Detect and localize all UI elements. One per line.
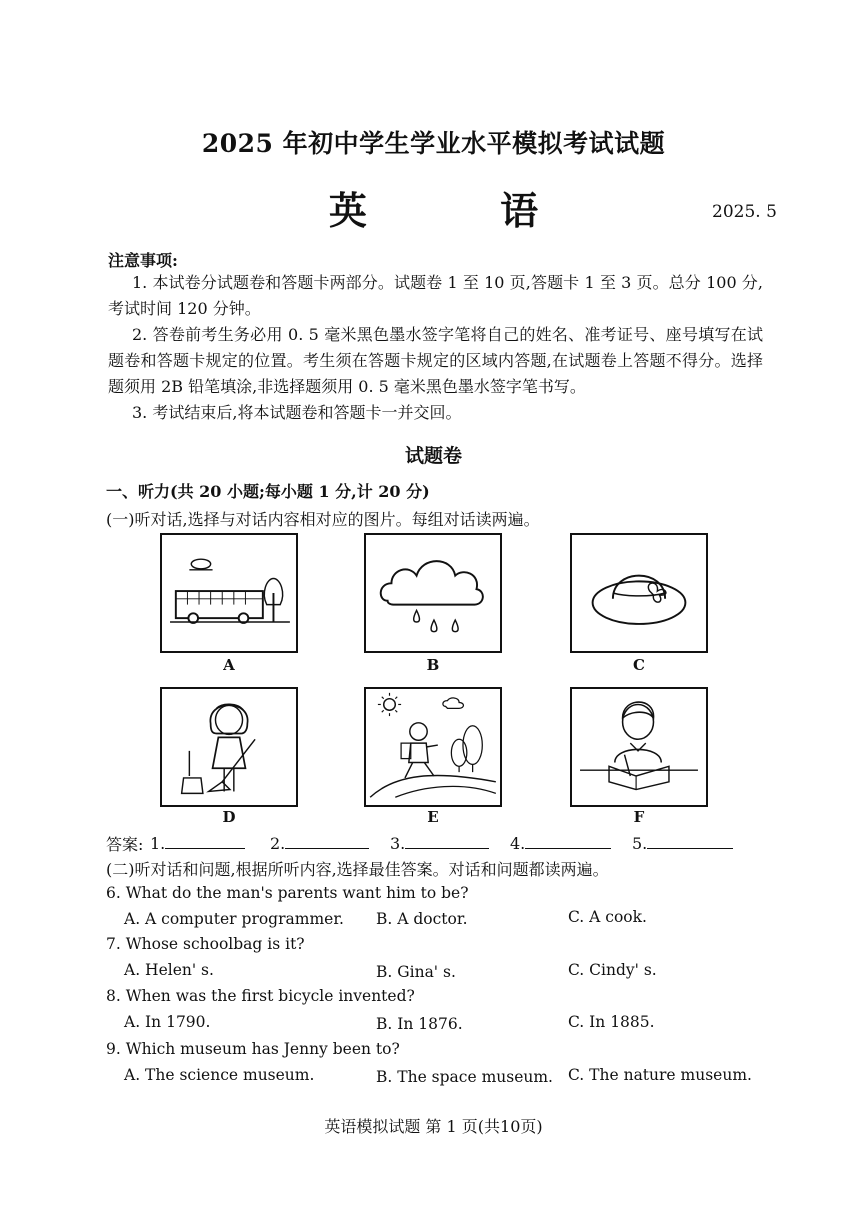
question-8-option-c: C. In 1885. — [568, 1013, 655, 1031]
question-7: 7. Whose schoolbag is it? — [106, 935, 305, 953]
answer-blank[interactable] — [165, 832, 245, 849]
picture-label-f: F — [633, 808, 645, 826]
picture-label-e: E — [427, 808, 439, 826]
exam-title: 2025 年初中学生学业水平模拟考试试题 — [201, 129, 666, 158]
answer-4 — [510, 832, 611, 853]
question-8-option-b: B. In 1876. — [376, 1015, 463, 1033]
answer-5 — [632, 832, 733, 853]
answer-2 — [270, 832, 369, 853]
question-9: 9. Which museum has Jenny been to? — [106, 1040, 400, 1058]
picture-label-a: A — [223, 656, 235, 674]
question-8: 8. When was the first bicycle invented? — [106, 987, 415, 1005]
notice-heading: 注意事项: — [108, 251, 178, 270]
girl-sweeping-icon — [162, 689, 296, 805]
boy-hiking-icon — [366, 689, 500, 805]
question-7-option-b: B. Gina' s. — [376, 963, 456, 981]
answer-blank[interactable] — [525, 832, 611, 849]
part2-instruction: (二)听对话和问题,根据所听内容,选择最佳答案。对话和问题都读两遍。 — [106, 860, 609, 879]
question-9-option-b: B. The space museum. — [376, 1068, 553, 1086]
boy-writing-icon — [572, 689, 706, 805]
picture-label-d: D — [222, 808, 236, 826]
notice-item-3: 3. 考试结束后,将本试题卷和答题卡一并交回。 — [132, 403, 462, 422]
picture-b — [364, 533, 502, 653]
subject-title: 英 语 — [328, 188, 599, 233]
question-8-option-a: A. In 1790. — [124, 1013, 211, 1031]
question-6-option-c: C. A cook. — [568, 908, 647, 926]
question-6: 6. What do the man's parents want him to be? — [106, 884, 469, 902]
picture-d — [160, 687, 298, 807]
picture-a — [160, 533, 298, 653]
hat-icon — [572, 535, 706, 651]
question-7-option-c: C. Cindy' s. — [568, 961, 657, 979]
question-7-option-a: A. Helen' s. — [124, 961, 214, 979]
answer-number: 3. — [390, 834, 406, 853]
answer-blank[interactable] — [647, 832, 733, 849]
notice-item-2: 2. 答卷前考生务必用 0. 5 毫米黑色墨水签字笔将自己的姓名、准考证号、座号填写在试题卷和答题卡规定的位置。考生须在答题卡规定的区域内答题,在试题卷上答题不得分。选择题须用 2B 铅笔填涂,非选择题须用 0. 5 毫米黑色墨水签字笔书写。 — [108, 325, 763, 396]
rain-cloud-icon — [366, 535, 500, 651]
section-title: 试题卷 — [404, 445, 462, 467]
answer-1 — [150, 832, 245, 853]
picture-c — [570, 533, 708, 653]
bus-icon — [162, 535, 296, 651]
answer-3 — [390, 832, 489, 853]
picture-e — [364, 687, 502, 807]
answer-number: 2. — [270, 834, 286, 853]
exam-date: 2025. 5 — [712, 202, 777, 222]
picture-label-c: C — [633, 656, 645, 674]
answer-number: 4. — [510, 834, 526, 853]
question-9-option-c: C. The nature museum. — [568, 1066, 752, 1084]
page-footer: 英语模拟试题 第 1 页(共10页) — [324, 1117, 543, 1136]
answer-prefix: 答案: — [106, 835, 144, 854]
notice-item-1: 1. 本试卷分试题卷和答题卡两部分。试题卷 1 至 10 页,答题卡 1 至 3 页。总分 100 分,考试时间 120 分钟。 — [108, 273, 763, 318]
picture-label-b: B — [426, 656, 440, 674]
part1-instruction: (一)听对话,选择与对话内容相对应的图片。每组对话读两遍。 — [106, 510, 540, 529]
answer-number: 5. — [632, 834, 648, 853]
question-9-option-a: A. The science museum. — [124, 1066, 315, 1084]
answer-blank[interactable] — [405, 832, 489, 849]
answer-number: 1. — [150, 834, 166, 853]
answer-blank[interactable] — [285, 832, 369, 849]
question-6-option-b: B. A doctor. — [376, 910, 468, 928]
part1-heading: 一、听力(共 20 小题;每小题 1 分,计 20 分) — [106, 482, 430, 501]
question-6-option-a: A. A computer programmer. — [124, 910, 344, 928]
picture-f — [570, 687, 708, 807]
